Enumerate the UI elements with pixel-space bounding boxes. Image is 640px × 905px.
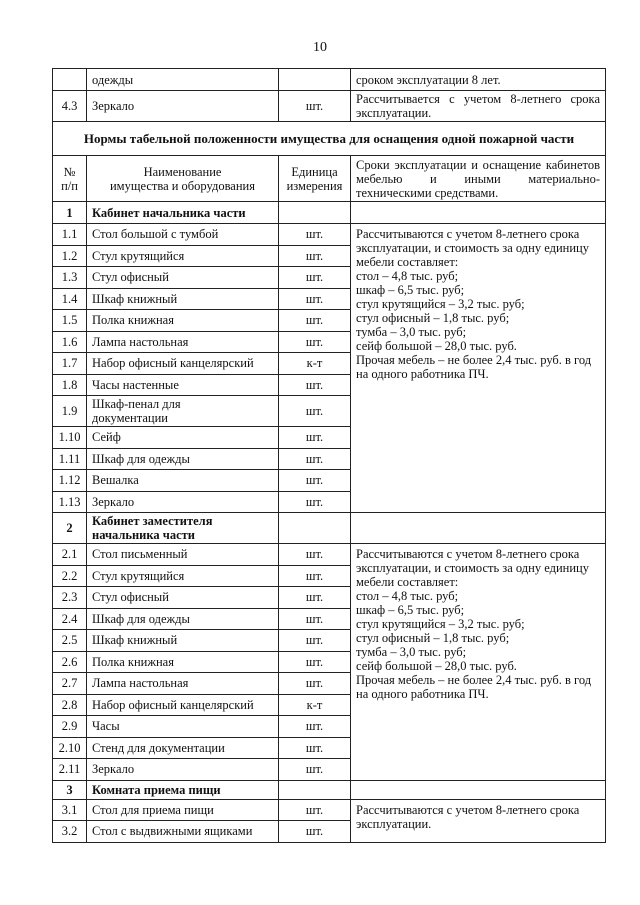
row-number: 2.5 — [53, 630, 87, 652]
group-title: Кабинет заместителя начальника части — [87, 513, 279, 544]
row-number: 3.1 — [53, 799, 87, 821]
table-header-row — [53, 156, 606, 202]
item-name: Стул крутящийся — [87, 245, 279, 267]
item-note: сроком эксплуатации 8 лет. — [351, 69, 606, 91]
table-row — [53, 91, 606, 122]
row-number: 2.7 — [53, 673, 87, 695]
item-unit: шт. — [279, 448, 351, 470]
row-number: 1.8 — [53, 374, 87, 396]
item-unit: шт. — [279, 630, 351, 652]
item-unit: шт. — [279, 759, 351, 781]
row-number: 1.11 — [53, 448, 87, 470]
group-title: Комната приема пищи — [87, 780, 279, 799]
group-number: 3 — [53, 780, 87, 799]
item-name: Стол большой с тумбой — [87, 224, 279, 246]
row-number: 4.3 — [53, 91, 87, 122]
item-name: Набор офисный канцелярский — [87, 353, 279, 375]
item-name: Часы — [87, 716, 279, 738]
item-name: Стул офисный — [87, 267, 279, 289]
row-number: 1.12 — [53, 470, 87, 492]
item-name: одежды — [87, 69, 279, 91]
item-unit: шт. — [279, 245, 351, 267]
row-number: 2.2 — [53, 565, 87, 587]
item-name: Шкаф для одежды — [87, 608, 279, 630]
property-norms-table — [52, 68, 606, 843]
table-row — [53, 799, 606, 821]
table-row — [53, 224, 606, 246]
item-unit: шт. — [279, 737, 351, 759]
group-number: 2 — [53, 513, 87, 544]
item-unit: шт. — [279, 491, 351, 513]
item-name: Полка книжная — [87, 651, 279, 673]
item-unit: шт. — [279, 587, 351, 609]
header-note: Сроки эксплуатации и оснащение кабинетов мебелью и иными материально-техническими средствами. — [351, 156, 606, 202]
group-title: Кабинет начальника части — [87, 202, 279, 224]
header-name: Наименование имущества и оборудования — [87, 156, 279, 202]
item-name: Стол для приема пищи — [87, 799, 279, 821]
row-number: 1.5 — [53, 310, 87, 332]
row-number: 1.7 — [53, 353, 87, 375]
empty-cell — [279, 780, 351, 799]
item-name: Набор офисный канцелярский — [87, 694, 279, 716]
row-number: 2.6 — [53, 651, 87, 673]
empty-cell — [351, 780, 606, 799]
item-unit: шт. — [279, 396, 351, 427]
item-unit: шт. — [279, 374, 351, 396]
item-unit: шт. — [279, 470, 351, 492]
row-number: 1.4 — [53, 288, 87, 310]
item-name: Зеркало — [87, 759, 279, 781]
item-name: Полка книжная — [87, 310, 279, 332]
header-unit: Единица измерения — [279, 156, 351, 202]
header-number: № п/п — [53, 156, 87, 202]
item-unit: шт. — [279, 651, 351, 673]
item-name: Вешалка — [87, 470, 279, 492]
table-row — [53, 69, 606, 91]
item-name: Стул крутящийся — [87, 565, 279, 587]
item-unit: шт. — [279, 799, 351, 821]
item-unit: шт. — [279, 716, 351, 738]
item-name: Сейф — [87, 427, 279, 449]
item-name: Шкаф-пенал для документации — [87, 396, 279, 427]
item-name: Стол письменный — [87, 544, 279, 566]
item-unit: шт. — [279, 267, 351, 289]
group-number: 1 — [53, 202, 87, 224]
group-row — [53, 780, 606, 799]
item-name: Шкаф книжный — [87, 288, 279, 310]
row-number: 2.11 — [53, 759, 87, 781]
row-number — [53, 69, 87, 91]
section-title: Нормы табельной положенности имущества для оснащения одной пожарной части — [53, 122, 606, 156]
empty-cell — [279, 513, 351, 544]
row-number: 1.1 — [53, 224, 87, 246]
item-name: Стол с выдвижными ящиками — [87, 821, 279, 843]
item-name: Шкаф для одежды — [87, 448, 279, 470]
item-unit: шт. — [279, 427, 351, 449]
page-number: 10 — [313, 40, 327, 55]
item-unit: к-т — [279, 353, 351, 375]
row-number: 2.1 — [53, 544, 87, 566]
item-name: Стенд для документации — [87, 737, 279, 759]
row-number: 1.13 — [53, 491, 87, 513]
row-number: 1.3 — [53, 267, 87, 289]
item-name: Шкаф книжный — [87, 630, 279, 652]
row-number: 2.10 — [53, 737, 87, 759]
row-number: 2.9 — [53, 716, 87, 738]
item-unit: шт. — [279, 821, 351, 843]
group-note: Рассчитываются с учетом 8-летнего срока эксплуатации, и стоимость за одну единицу мебели составляет: стол – 4,8 тыс. руб; шкаф – 6,5 тыс. руб; стул крутящийся – 3,2 тыс. руб; стул офисный – 1,8 тыс. руб; тумба – 3,0 тыс. руб; сейф большой – 28,0 тыс. руб. Прочая мебель – не более 2,4 тыс. руб. в год на одного работника ПЧ. — [351, 224, 606, 513]
item-unit: шт. — [279, 673, 351, 695]
item-unit — [279, 69, 351, 91]
row-number: 1.10 — [53, 427, 87, 449]
group-row — [53, 202, 606, 224]
item-name: Лампа настольная — [87, 673, 279, 695]
group-row — [53, 513, 606, 544]
item-name: Зеркало — [87, 491, 279, 513]
item-name: Часы настенные — [87, 374, 279, 396]
item-unit: шт. — [279, 310, 351, 332]
empty-cell — [279, 202, 351, 224]
empty-cell — [351, 513, 606, 544]
section-title-row — [53, 122, 606, 156]
row-number: 3.2 — [53, 821, 87, 843]
item-unit: к-т — [279, 694, 351, 716]
item-unit: шт. — [279, 544, 351, 566]
item-name: Стул офисный — [87, 587, 279, 609]
row-number: 1.6 — [53, 331, 87, 353]
item-unit: шт. — [279, 331, 351, 353]
row-number: 2.4 — [53, 608, 87, 630]
group-note: Рассчитываются с учетом 8-летнего срока эксплуатации, и стоимость за одну единицу мебели составляет: стол – 4,8 тыс. руб; шкаф – 6,5 тыс. руб; стул крутящийся – 3,2 тыс. руб; стул офисный – 1,8 тыс. руб; тумба – 3,0 тыс. руб; сейф большой – 28,0 тыс. руб. Прочая мебель – не более 2,4 тыс. руб. в год на одного работника ПЧ. — [351, 544, 606, 781]
item-unit: шт. — [279, 224, 351, 246]
row-number: 1.2 — [53, 245, 87, 267]
item-unit: шт. — [279, 608, 351, 630]
item-note: Рассчитывается с учетом 8-летнего срока эксплуатации. — [351, 91, 606, 122]
group-note: Рассчитываются с учетом 8-летнего срока эксплуатации. — [351, 799, 606, 842]
row-number: 2.3 — [53, 587, 87, 609]
item-unit: шт. — [279, 288, 351, 310]
empty-cell — [351, 202, 606, 224]
item-unit: шт. — [279, 91, 351, 122]
row-number: 1.9 — [53, 396, 87, 427]
item-name: Зеркало — [87, 91, 279, 122]
table-row — [53, 544, 606, 566]
item-name: Лампа настольная — [87, 331, 279, 353]
row-number: 2.8 — [53, 694, 87, 716]
item-unit: шт. — [279, 565, 351, 587]
